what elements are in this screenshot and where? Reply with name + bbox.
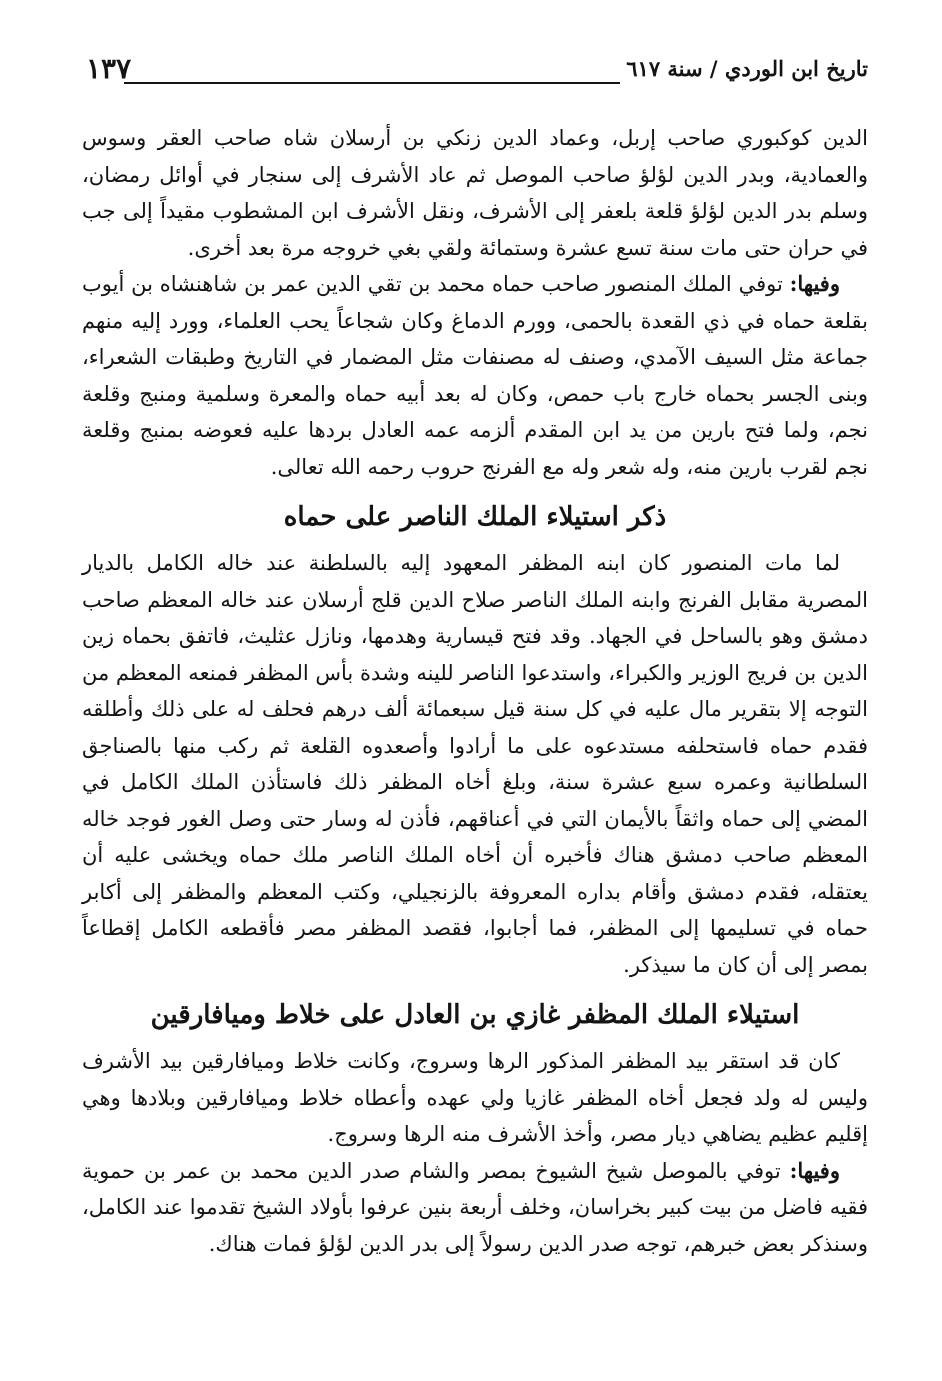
book-page [82,50,868,1262]
paragraph-text: توفي الملك المنصور صاحب حماه محمد بن تقي الدين عمر بن شاهنشاه بن أيوب بقلعة حماه في ذي القعدة بالحمى، وورم الدماغ وكان شجاعاً يحب العلماء، وورد إليه منهم جماعة مثل السيف الآمدي، وصنف له مصنفات مثل المضمار في التاريخ وطبقات الشعراء، وبنى الجسر بحماه خارج باب حمص، وكان له بعد أبيه حماه والمعرة وسلمية ومنبج وقلعة نجم، ولما فتح بارين من يد ابن المقدم ألزمه عمه العادل بردها عليه فعوضه بمنبج وقلعة نجم لقرب بارين منه، وله شعر وله مع الفرنج حروب رحمه الله تعالى. [82,272,868,479]
section-heading-nasir-hama: ذكر استيلاء الملك الناصر على حماه [283,502,667,532]
header-rule [124,82,620,84]
paragraph-continuation [82,120,868,266]
paragraph-text: الدين كوكبوري صاحب إربل، وعماد الدين زنكي بن أرسلان شاه صاحب العقر وسوس والعمادية، وبدر الدين لؤلؤ صاحب الموصل ثم عاد الأشرف إلى سنجار في أوائل رمضان، وسلم بدر الدين لؤلؤ قلعة بلعفر إلى الأشرف، ونقل الأشرف ابن المشطوب مقيداً إلى جب في حران حتى مات سنة تسع عشرة وستمائة ولقي بغي خروجه مرة بعد أخرى. [82,126,868,260]
page-number: ١٣٧ [86,52,132,85]
running-title: تاريخ ابن الوردي / سنة ٦١٧ [626,56,868,81]
paragraph-keyword: وفيها: [789,271,840,296]
paragraph-death-mansur [82,266,868,485]
section-heading-muzaffar-khilat: استيلاء الملك المظفر غازي بن العادل على خلاط وميافارقين [150,1000,800,1030]
paragraph-text: كان قد استقر بيد المظفر المذكور الرها وسروج، وكانت خلاط وميافارقين بيد الأشرف وليس له ولد فجعل أخاه المظفر غازيا ولي عهده وأعطاه خلاط وميافارقين وبلادها وهي إقليم عظيم يضاهي ديار مصر، وأخذ الأشرف منه الرها وسروج. [82,1049,868,1146]
paragraph-muzaffar-khilat [82,1043,868,1153]
paragraph-death-sadr-al-din [82,1153,868,1263]
paragraph-nasir-hama [82,545,868,983]
paragraph-text: لما مات المنصور كان ابنه المظفر المعهود إليه بالسلطنة عند خاله الكامل بالديار المصرية مقابل الفرنج وابنه الملك الناصر صلاح الدين قلج أرسلان عند خاله المعظم صاحب دمشق وهو بالساحل في الجهاد. وقد فتح قيسارية وهدمها، ونازل عثليث، فاتفق بحماه زين الدين بن فريج الوزير والكبراء، واستدعوا الناصر للينه وشدة بأس المظفر فمنعه المعظم من التوجه إلا بتقرير مال عليه في كل سنة قيل سبعمائة ألف درهم فحلف له على ذلك وأطلقه فقدم حماه فاستحلفه مستدعوه على ما أرادوا وأصعدوه القلعة ثم ركب منها بالصناجق السلطانية وعمره سبع عشرة سنة، وبلغ أخاه المظفر ذلك فاستأذن الملك الكامل في المضي إلى حماه واثقاً بالأيمان التي في أعناقهم، فأذن له وسار حتى وصل الغور فوجد خاله المعظم صاحب دمشق هناك فأخبره أن أخاه الملك الناصر ملك حماه ويخشى عليه أن يعتقله، فقدم دمشق وأقام بداره المعروفة بالزنجيلي، وكتب المعظم والمظفر إلى أكابر حماه في تسليمها إلى المظفر، فما أجابوا، فقصد المظفر مصر فأقطعه الكامل إقطاعاً بمصر إلى أن كان ما سيذكر. [82,551,868,977]
paragraph-keyword: وفيها: [789,1157,840,1183]
running-header [82,50,868,90]
paragraph-text: توفي بالموصل شيخ الشيوخ بمصر والشام صدر الدين محمد بن عمر بن حموية فقيه فاضل من بيت كبير بخراسان، وخلف أربعة بنين عرفوا بأولاد الشيخ تقدموا عند الكامل، وسنذكر بعض خبرهم، توجه صدر الدين رسولاً إلى بدر الدين لؤلؤ فمات هناك. [82,1158,868,1256]
